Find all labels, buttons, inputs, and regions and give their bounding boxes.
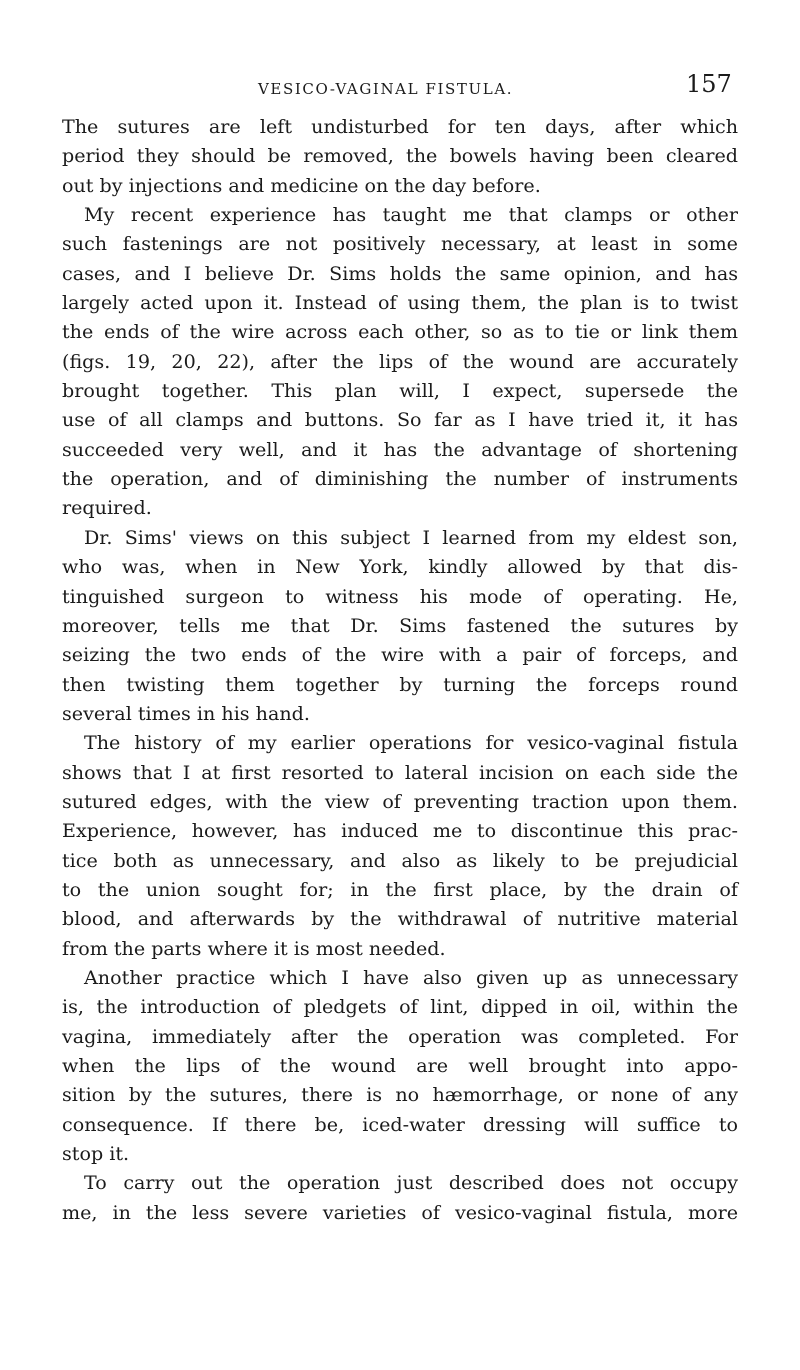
running-head: VESICO-VAGINAL FISTULA.	[258, 80, 514, 98]
text-line: brought together. This plan will, I expect, supersede the	[62, 379, 738, 403]
text-line: then twisting them together by turning the forceps round	[62, 672, 738, 696]
text-line: sition by the sutures, there is no hæmorrhage, or none of any	[62, 1083, 738, 1107]
text-line: cases, and I believe Dr. Sims holds the same opinion, and has	[62, 261, 738, 285]
text-line: period they should be removed, the bowels having been cleared	[62, 144, 738, 168]
text-line: from the parts where it is most needed.	[62, 936, 446, 960]
text-line: My recent experience has taught me that clamps or other	[84, 203, 738, 227]
text-line: sutured edges, with the view of preventing traction upon them.	[62, 789, 738, 813]
text-line: me, in the less severe varieties of vesico-vaginal fistula, more	[62, 1200, 738, 1224]
body-text	[62, 112, 738, 1227]
text-line: such fastenings are not positively necessary, at least in some	[62, 232, 738, 256]
text-line: to the union sought for; in the first place, by the drain of	[62, 877, 738, 901]
text-line: the ends of the wire across each other, so as to tie or link them	[62, 320, 738, 344]
text-line: moreover, tells me that Dr. Sims fastened the sutures by	[62, 613, 738, 637]
text-line: blood, and afterwards by the withdrawal of nutritive material	[62, 907, 738, 931]
text-line: The history of my earlier operations for vesico-vaginal fistula	[84, 731, 738, 755]
text-line: Experience, however, has induced me to discontinue this prac-	[62, 819, 738, 843]
text-line: To carry out the operation just described does not occupy	[84, 1171, 738, 1195]
text-line: is, the introduction of pledgets of lint, dipped in oil, within the	[62, 995, 738, 1019]
text-line: tice both as unnecessary, and also as likely to be prejudicial	[62, 848, 738, 872]
text-line: Dr. Sims' views on this subject I learned from my eldest son,	[84, 525, 738, 549]
text-line: tinguished surgeon to witness his mode of operating. He,	[62, 584, 738, 608]
text-line: several times in his hand.	[62, 701, 310, 725]
text-line: consequence. If there be, iced-water dressing will suffice to	[62, 1112, 738, 1136]
text-line: when the lips of the wound are well brought into appo-	[62, 1054, 738, 1077]
text-line: the operation, and of diminishing the number of instruments	[62, 467, 738, 491]
text-line: required.	[62, 496, 152, 520]
text-line: who was, when in New York, kindly allowed by that dis-	[62, 555, 738, 579]
text-line: out by injections and medicine on the day before.	[62, 173, 541, 197]
page-header	[0, 66, 800, 104]
text-line: succeeded very well, and it has the advantage of shortening	[62, 437, 738, 461]
text-line: stop it.	[62, 1142, 130, 1166]
text-line: Another practice which I have also given up as unnecessary	[84, 965, 738, 989]
text-line: seizing the two ends of the wire with a pair of forceps, and	[62, 643, 738, 667]
text-line: (figs. 19, 20, 22), after the lips of the wound are accurately	[62, 349, 738, 373]
text-line: The sutures are left undisturbed for ten days, after which	[62, 115, 738, 138]
text-line: shows that I at first resorted to lateral incision on each side the	[62, 760, 738, 784]
text-line: largely acted upon it. Instead of using them, the plan is to twist	[62, 291, 738, 315]
text-line: vagina, immediately after the operation was completed. For	[62, 1024, 738, 1048]
text-line: use of all clamps and buttons. So far as I have tried it, it has	[62, 408, 738, 432]
page-number: 157	[686, 70, 732, 98]
